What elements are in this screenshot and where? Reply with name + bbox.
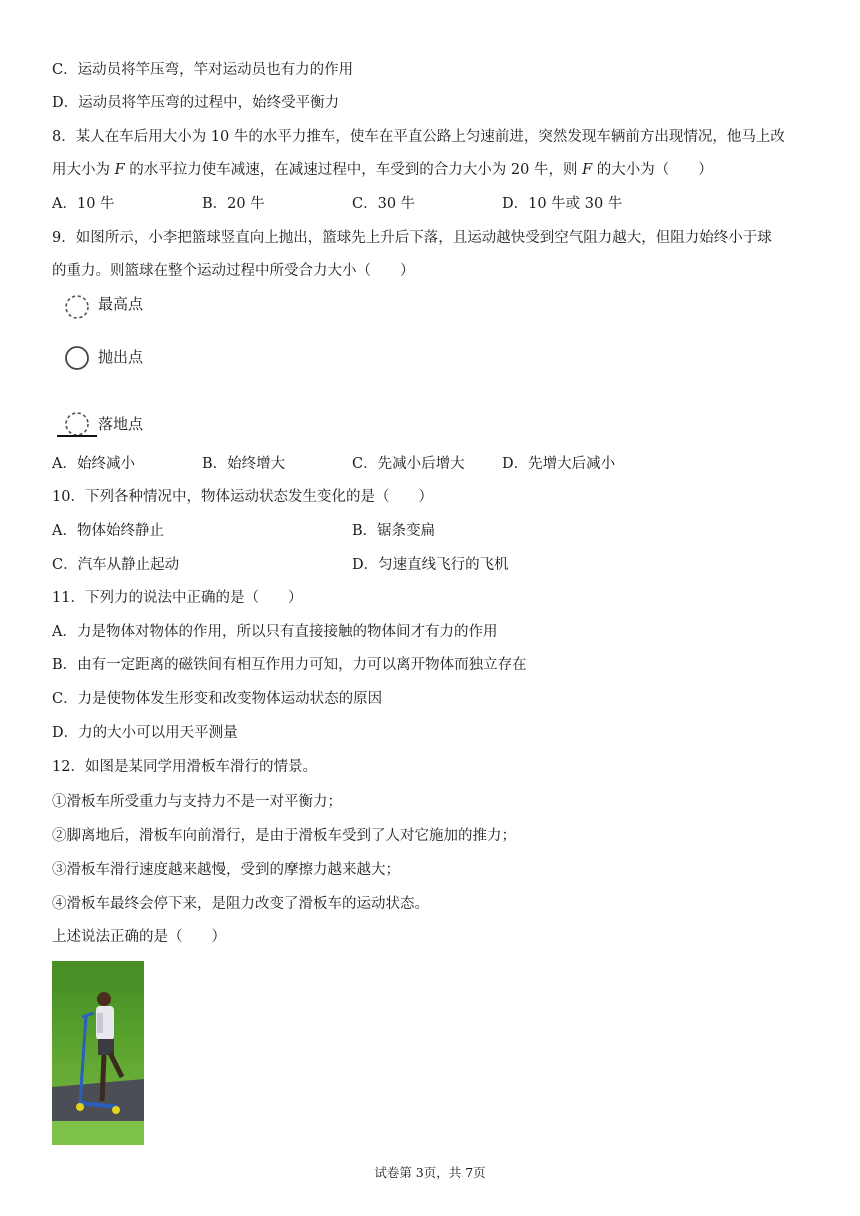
- q12-statement-2: ②脚离地后，滑板车向前滑行，是由于滑板车受到了人对它施加的推力；: [52, 828, 516, 844]
- q12-statement-4: ④滑板车最终会停下来，是阻力改变了滑板车的运动状态。: [52, 896, 429, 912]
- page-footer: 试卷第 3页，共 7页: [374, 1165, 486, 1180]
- q11-option-a: A．力是物体对物体的作用，所以只有直接接触的物体间才有力的作用: [52, 624, 498, 640]
- q10-option-b: B．锯条变扁: [352, 523, 436, 539]
- q10-stem: 10．下列各种情况中，物体运动状态发生变化的是（ ）: [52, 489, 433, 505]
- child-head: [97, 992, 111, 1006]
- q11-stem: 11．下列力的说法中正确的是（ ）: [52, 590, 303, 606]
- q10-option-a: A．物体始终静止: [52, 523, 164, 539]
- q10-option-c: C．汽车从静止起动: [52, 557, 180, 573]
- label-throw-point: 抛出点: [98, 348, 144, 366]
- q9-stem-line1: 9．如图所示，小李把篮球竖直向上抛出，篮球先上升后下落，且运动越快受到空气阻力越大，但阻力始终小于球: [52, 230, 772, 246]
- ball-highest-point: [66, 296, 88, 318]
- q11-option-b: B．由有一定距离的磁铁间有相互作用力可知，力可以离开物体而独立存在: [52, 657, 527, 673]
- q12-question: 上述说法正确的是（ ）: [52, 929, 226, 945]
- q12-stem: 12．如图是某同学用滑板车滑行的情景。: [52, 759, 317, 775]
- q8-option-a: A．10 牛: [52, 196, 115, 212]
- ball-landing-point: [66, 413, 88, 435]
- q12-scooter-photo: [52, 961, 144, 1145]
- ball-throw-point: [66, 347, 88, 369]
- q9-option-a: A．始终减小: [52, 456, 135, 472]
- q7-option-c: C．运动员将竿压弯，竿对运动员也有力的作用: [52, 62, 354, 78]
- q8-stem-line1: 8．某人在车后用大小为 10 牛的水平力推车，使车在平直公路上匀速前进，突然发现车辆前方出现情况，他马上改: [52, 129, 785, 145]
- q8-stem-line2: 用大小为 F 的水平拉力使车减速，在减速过程中，车受到的合力大小为 20 牛，则 F 的大小为（ ）: [52, 162, 713, 178]
- q9-option-b: B．始终增大: [202, 456, 286, 472]
- q12-statement-1: ①滑板车所受重力与支持力不是一对平衡力；: [52, 794, 342, 810]
- q8-option-d: D．10 牛或 30 牛: [502, 196, 623, 212]
- q9-option-d: D．先增大后减小: [502, 456, 616, 472]
- q10-option-d: D．匀速直线飞行的飞机: [352, 557, 509, 573]
- q8-option-c: C．30 牛: [352, 196, 416, 212]
- q12-statement-3: ③滑板车滑行速度越来越慢，受到的摩擦力越来越大；: [52, 862, 400, 878]
- q9-option-c: C．先减小后增大: [352, 456, 465, 472]
- label-landing-point: 落地点: [98, 415, 144, 433]
- label-highest-point: 最高点: [98, 295, 144, 313]
- q7-option-d: D．运动员将竿压弯的过程中，始终受平衡力: [52, 95, 340, 111]
- q9-stem-line2: 的重力。则篮球在整个运动过程中所受合力大小（ ）: [52, 263, 415, 279]
- q11-option-d: D．力的大小可以用天平测量: [52, 725, 238, 741]
- q8-option-b: B．20 牛: [202, 196, 265, 212]
- q11-option-c: C．力是使物体发生形变和改变物体运动状态的原因: [52, 691, 383, 707]
